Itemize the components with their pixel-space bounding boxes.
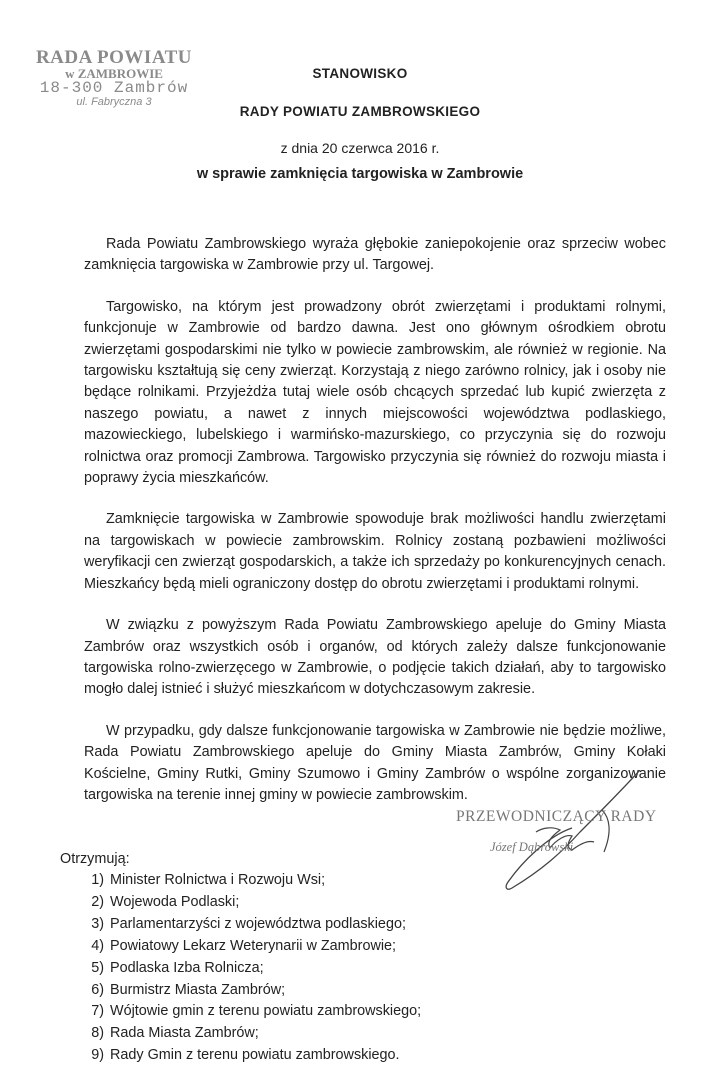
document-date: z dnia 20 czerwca 2016 r. bbox=[280, 140, 440, 156]
item-number: 2) bbox=[91, 893, 104, 910]
recipients-heading: Otrzymują: bbox=[60, 851, 130, 867]
signature-name: Józef Dąbrowski bbox=[490, 840, 574, 854]
list-item bbox=[60, 980, 421, 1002]
item-number: 6) bbox=[91, 981, 104, 998]
item-number: 1) bbox=[91, 872, 104, 888]
item-number: 3) bbox=[91, 915, 104, 932]
recipients-list bbox=[60, 870, 421, 1067]
signature-block bbox=[452, 770, 657, 900]
list-item bbox=[60, 958, 421, 980]
recipients-section bbox=[60, 848, 421, 1067]
stamp-line-2: w ZAMBROWIE bbox=[65, 66, 163, 81]
item-number: 5) bbox=[91, 959, 104, 976]
item-number: 7) bbox=[91, 1003, 104, 1020]
list-item bbox=[60, 892, 421, 914]
list-item bbox=[60, 1023, 421, 1045]
list-item bbox=[60, 914, 421, 936]
item-number: 8) bbox=[91, 1025, 104, 1042]
paragraph: Rada Powiatu Zambrowskiego wyraża głębokie zaniepokojenie oraz sprzeciw wobec zamknięcia targowiska w Zambrowie przy ul. Targowej. bbox=[84, 236, 666, 274]
list-item bbox=[60, 936, 421, 958]
item-text: Minister Rolnictwa i Rozwoju Wsi; bbox=[110, 872, 326, 888]
stamp-line-3: 18-300 Zambrów bbox=[39, 79, 189, 97]
item-text: Rady Gmin z terenu powiatu zambrowskiego. bbox=[110, 1047, 400, 1064]
item-number: 9) bbox=[91, 1047, 104, 1064]
paragraph: W związku z powyższym Rada Powiatu Zambrowskiego apeluje do Gminy Miasta Zambrów oraz wszystkich osób i organów, od których zależy dalsze funkcjonowanie targowiska rolno-zwierzęcego w Zambrowie, o podjęcie takich działań, aby to targowisko mogło dalej istnieć i służyć mieszkańcom w dotychczasowym zakresie. bbox=[84, 617, 666, 698]
list-item bbox=[60, 1001, 421, 1023]
item-text: Wójtowie gmin z terenu powiatu zambrowskiego; bbox=[110, 1003, 422, 1020]
document-subtitle: RADY POWIATU ZAMBROWSKIEGO bbox=[239, 104, 481, 119]
item-number: 4) bbox=[91, 937, 104, 954]
item-text: Powiatowy Lekarz Weterynarii w Zambrowie; bbox=[110, 937, 397, 954]
handwritten-signature bbox=[452, 770, 652, 900]
stamp-line-4: ul. Fabryczna 3 bbox=[76, 96, 152, 108]
list-item bbox=[60, 1045, 421, 1067]
item-text: Rada Miasta Zambrów; bbox=[110, 1025, 259, 1042]
document-title: STANOWISKO bbox=[312, 66, 408, 81]
item-text: Parlamentarzyści z województwa podlaskiego; bbox=[110, 915, 406, 932]
document-body bbox=[84, 234, 666, 826]
paragraph: Targowisko, na którym jest prowadzony obrót zwierzętami i produktami rolnymi, funkcjonuje w Zambrowie od bardzo dawna. Jest ono głównym ośrodkiem obrotu zwierzętami gospodarskimi nie tylko w powiecie zambrowskim, ale również w regionie. Na targowisku kształtują się ceny zwierząt. Korzystają z niego zarówno rolnicy, jak i osoby nie będące rolnikami. Przyjeżdża tutaj wiele osób chcących sprzedać lub kupić zwierzęta z naszego powiatu, a nawet z innych miejscowości województwa podlaskiego, mazowieckiego, lubelskiego i warmińsko-mazurskiego, co przyczynia się do rozwoju rolnictwa oraz promocji Zambrowa. Targowisko przyczynia się również do rozwoju miasta i poprawy życia mieszkańców. bbox=[84, 298, 666, 487]
item-text: Burmistrz Miasta Zambrów; bbox=[110, 981, 286, 998]
paragraph: Zamknięcie targowiska w Zambrowie spowoduje brak możliwości handlu zwierzętami na targowiskach w powiecie zambrowskim. Rolnicy zostaną pozbawieni możliwości weryfikacji cen zwierząt gospodarskich, a także ich sprzedaży po konkurencyjnych cenach. Mieszkańcy będą mieli ograniczony dostęp do obrotu zwierzętami i produktami rolnymi. bbox=[84, 511, 666, 592]
document-subject: w sprawie zamknięcia targowiska w Zambrowie bbox=[196, 166, 524, 182]
item-text: Podlaska Izba Rolnicza; bbox=[110, 959, 264, 976]
paragraph: W przypadku, gdy dalsze funkcjonowanie targowiska w Zambrowie nie będzie możliwe, Rada Powiatu Zambrowskiego apeluje do Gminy Miasta Zambrów, Gminy Kołaki Kościelne, Gminy Rutki, Gminy Szumowo i Gminy Zambrów o wspólne zorganizowanie targowiska na terenie innej gminy w powiecie zambrowskim. bbox=[84, 722, 666, 803]
stamp-line-1: RADA POWIATU bbox=[35, 47, 193, 68]
signature-title: PRZEWODNICZĄCY RADY bbox=[456, 808, 657, 825]
list-item bbox=[60, 870, 421, 892]
item-text: Wojewoda Podlaski; bbox=[110, 893, 240, 910]
